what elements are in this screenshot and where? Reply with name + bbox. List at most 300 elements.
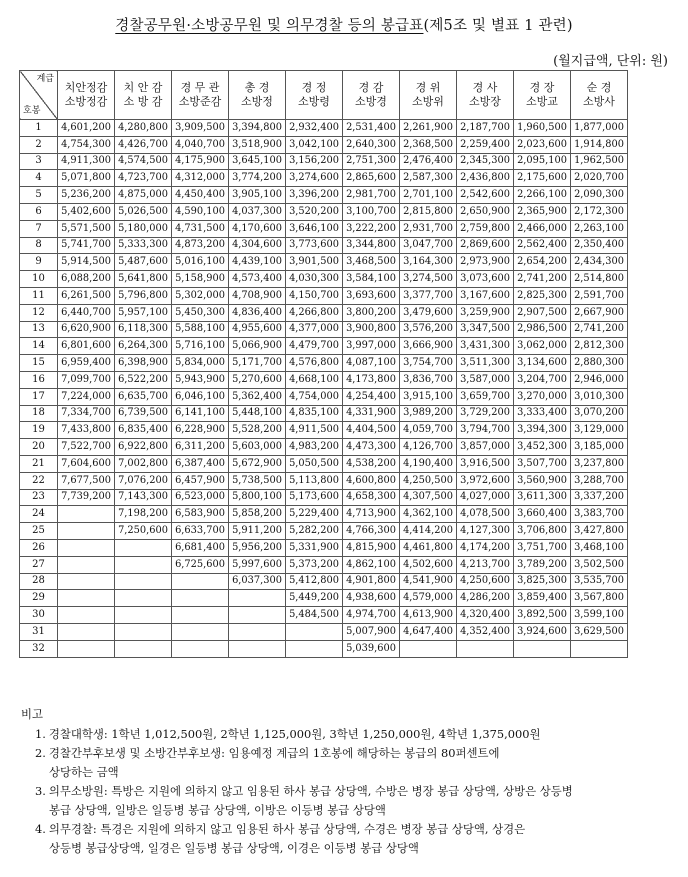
salary-cell bbox=[229, 590, 286, 607]
salary-cell: 3,337,200 bbox=[571, 489, 628, 506]
step-number-cell: 30 bbox=[20, 607, 58, 624]
salary-table-body bbox=[20, 120, 628, 658]
table-row bbox=[20, 355, 628, 372]
grade-header: 치 안 감 소 방 감 bbox=[115, 71, 172, 120]
salary-cell: 3,567,800 bbox=[571, 590, 628, 607]
salary-cell: 6,801,600 bbox=[58, 338, 115, 355]
salary-cell: 3,288,700 bbox=[571, 472, 628, 489]
salary-cell: 3,511,300 bbox=[457, 355, 514, 372]
salary-cell: 4,668,100 bbox=[286, 371, 343, 388]
salary-cell: 5,007,900 bbox=[343, 623, 400, 640]
salary-cell: 4,938,600 bbox=[343, 590, 400, 607]
notes-section bbox=[21, 705, 671, 858]
salary-cell: 2,701,100 bbox=[400, 187, 457, 204]
salary-cell: 4,087,100 bbox=[343, 355, 400, 372]
salary-cell: 6,739,500 bbox=[115, 405, 172, 422]
salary-cell: 6,398,900 bbox=[115, 355, 172, 372]
salary-cell: 6,725,600 bbox=[172, 556, 229, 573]
salary-cell: 2,090,300 bbox=[571, 187, 628, 204]
salary-cell: 1,877,000 bbox=[571, 120, 628, 137]
salary-cell: 2,931,700 bbox=[400, 220, 457, 237]
step-number-cell: 31 bbox=[20, 623, 58, 640]
table-row bbox=[20, 220, 628, 237]
salary-cell: 5,180,000 bbox=[115, 220, 172, 237]
salary-cell: 6,118,300 bbox=[115, 321, 172, 338]
salary-cell: 2,591,700 bbox=[571, 287, 628, 304]
salary-cell: 6,311,200 bbox=[172, 439, 229, 456]
salary-cell: 3,427,800 bbox=[571, 523, 628, 540]
salary-cell: 5,071,800 bbox=[58, 170, 115, 187]
table-row bbox=[20, 371, 628, 388]
salary-cell: 5,997,600 bbox=[229, 556, 286, 573]
salary-cell: 4,426,700 bbox=[115, 136, 172, 153]
salary-cell: 3,468,100 bbox=[571, 539, 628, 556]
salary-cell: 4,040,700 bbox=[172, 136, 229, 153]
salary-cell bbox=[58, 590, 115, 607]
salary-cell: 2,368,500 bbox=[400, 136, 457, 153]
salary-cell: 3,396,200 bbox=[286, 187, 343, 204]
note-item bbox=[21, 820, 671, 839]
salary-cell: 6,046,100 bbox=[172, 388, 229, 405]
salary-cell: 6,264,300 bbox=[115, 338, 172, 355]
salary-cell: 6,835,400 bbox=[115, 422, 172, 439]
salary-cell: 3,611,300 bbox=[514, 489, 571, 506]
salary-cell: 4,126,700 bbox=[400, 439, 457, 456]
salary-cell: 5,716,100 bbox=[172, 338, 229, 355]
salary-cell: 4,815,900 bbox=[343, 539, 400, 556]
salary-cell: 5,331,900 bbox=[286, 539, 343, 556]
salary-cell: 5,236,200 bbox=[58, 187, 115, 204]
salary-cell: 5,911,200 bbox=[229, 523, 286, 540]
step-number-cell: 14 bbox=[20, 338, 58, 355]
salary-cell: 3,729,200 bbox=[457, 405, 514, 422]
salary-cell: 5,956,200 bbox=[229, 539, 286, 556]
salary-cell: 2,476,400 bbox=[400, 153, 457, 170]
table-row bbox=[20, 136, 628, 153]
table-row bbox=[20, 607, 628, 624]
salary-cell: 2,650,900 bbox=[457, 203, 514, 220]
salary-cell: 2,175,600 bbox=[514, 170, 571, 187]
salary-cell bbox=[58, 607, 115, 624]
salary-cell: 7,433,800 bbox=[58, 422, 115, 439]
salary-cell: 3,989,200 bbox=[400, 405, 457, 422]
title-reference: (제5조 및 별표 1 관련) bbox=[423, 18, 573, 34]
table-row bbox=[20, 455, 628, 472]
note-text: 경찰대학생: 1학년 1,012,500원, 2학년 1,125,000원, 3학년 1,250,000원, 4학년 1,375,000원 bbox=[48, 727, 541, 741]
salary-cell bbox=[58, 556, 115, 573]
table-row bbox=[20, 405, 628, 422]
salary-cell bbox=[514, 640, 571, 657]
salary-cell: 2,187,700 bbox=[457, 120, 514, 137]
salary-cell: 2,350,400 bbox=[571, 237, 628, 254]
salary-cell: 2,434,300 bbox=[571, 254, 628, 271]
salary-cell bbox=[115, 556, 172, 573]
step-number-cell: 23 bbox=[20, 489, 58, 506]
grade-header: 총 경 소방정 bbox=[229, 71, 286, 120]
salary-cell: 6,387,400 bbox=[172, 455, 229, 472]
grade-header: 경 사 소방장 bbox=[457, 71, 514, 120]
salary-cell bbox=[172, 590, 229, 607]
salary-cell: 2,514,800 bbox=[571, 271, 628, 288]
salary-cell: 5,270,600 bbox=[229, 371, 286, 388]
note-item bbox=[21, 744, 671, 763]
salary-cell: 4,362,100 bbox=[400, 506, 457, 523]
step-number-cell: 21 bbox=[20, 455, 58, 472]
salary-cell: 3,774,200 bbox=[229, 170, 286, 187]
salary-cell: 3,383,700 bbox=[571, 506, 628, 523]
salary-cell bbox=[172, 623, 229, 640]
salary-cell bbox=[229, 623, 286, 640]
salary-cell: 4,304,600 bbox=[229, 237, 286, 254]
salary-cell: 2,869,600 bbox=[457, 237, 514, 254]
salary-cell: 5,943,900 bbox=[172, 371, 229, 388]
step-number-cell: 8 bbox=[20, 237, 58, 254]
step-number-cell: 25 bbox=[20, 523, 58, 540]
salary-cell: 4,538,200 bbox=[343, 455, 400, 472]
salary-cell: 4,754,000 bbox=[286, 388, 343, 405]
salary-cell: 3,997,000 bbox=[343, 338, 400, 355]
salary-cell: 2,865,600 bbox=[343, 170, 400, 187]
salary-cell: 2,640,300 bbox=[343, 136, 400, 153]
salary-cell: 2,542,600 bbox=[457, 187, 514, 204]
table-row bbox=[20, 321, 628, 338]
note-text: 의무소방원: 특방은 지원에 의하지 않고 임용된 하사 봉급 상당액, 수방은 병장 봉급 상당액, 상방은 상등병 bbox=[48, 784, 573, 798]
salary-cell: 3,156,200 bbox=[286, 153, 343, 170]
salary-cell: 4,352,400 bbox=[457, 623, 514, 640]
salary-cell: 2,020,700 bbox=[571, 170, 628, 187]
salary-cell: 2,812,300 bbox=[571, 338, 628, 355]
salary-cell: 2,751,300 bbox=[343, 153, 400, 170]
salary-cell: 2,932,400 bbox=[286, 120, 343, 137]
salary-cell: 3,789,200 bbox=[514, 556, 571, 573]
salary-cell: 5,741,700 bbox=[58, 237, 115, 254]
salary-cell: 7,739,200 bbox=[58, 489, 115, 506]
step-number-cell: 28 bbox=[20, 573, 58, 590]
salary-cell bbox=[115, 640, 172, 657]
salary-cell: 5,603,000 bbox=[229, 439, 286, 456]
table-row bbox=[20, 170, 628, 187]
note-text-continued: 상등병 봉급상당액, 일경은 일등병 봉급 상당액, 이경은 이등병 봉급 상당액 bbox=[49, 841, 419, 855]
salary-cell: 6,523,000 bbox=[172, 489, 229, 506]
salary-cell: 3,751,700 bbox=[514, 539, 571, 556]
salary-cell: 6,261,500 bbox=[58, 287, 115, 304]
salary-cell: 5,113,800 bbox=[286, 472, 343, 489]
salary-cell: 3,274,500 bbox=[400, 271, 457, 288]
step-number-cell: 5 bbox=[20, 187, 58, 204]
salary-cell: 7,522,700 bbox=[58, 439, 115, 456]
step-number-cell: 22 bbox=[20, 472, 58, 489]
step-number-cell: 10 bbox=[20, 271, 58, 288]
salary-cell: 4,030,300 bbox=[286, 271, 343, 288]
salary-cell: 3,431,300 bbox=[457, 338, 514, 355]
salary-cell: 3,479,600 bbox=[400, 304, 457, 321]
note-number: 2. bbox=[35, 746, 46, 760]
salary-cell: 5,039,600 bbox=[343, 640, 400, 657]
salary-cell: 4,450,400 bbox=[172, 187, 229, 204]
salary-cell bbox=[115, 539, 172, 556]
salary-cell: 7,076,200 bbox=[115, 472, 172, 489]
salary-cell: 6,635,700 bbox=[115, 388, 172, 405]
salary-cell: 3,693,600 bbox=[343, 287, 400, 304]
notes-heading: 비고 bbox=[21, 707, 44, 721]
step-number-cell: 11 bbox=[20, 287, 58, 304]
salary-cell: 4,875,000 bbox=[115, 187, 172, 204]
grade-corner-label: 계급 bbox=[36, 74, 54, 84]
salary-cell bbox=[115, 573, 172, 590]
salary-cell: 6,922,800 bbox=[115, 439, 172, 456]
salary-cell: 5,914,500 bbox=[58, 254, 115, 271]
grade-header: 경 정 소방령 bbox=[286, 71, 343, 120]
salary-cell: 5,450,300 bbox=[172, 304, 229, 321]
salary-cell: 4,731,500 bbox=[172, 220, 229, 237]
grade-header: 치안정감 소방정감 bbox=[58, 71, 115, 120]
salary-cell: 2,345,300 bbox=[457, 153, 514, 170]
salary-cell bbox=[229, 640, 286, 657]
salary-cell bbox=[286, 623, 343, 640]
salary-cell: 6,037,300 bbox=[229, 573, 286, 590]
table-row bbox=[20, 439, 628, 456]
salary-cell: 3,773,600 bbox=[286, 237, 343, 254]
salary-cell: 4,175,900 bbox=[172, 153, 229, 170]
salary-cell: 3,237,800 bbox=[571, 455, 628, 472]
step-number-cell: 3 bbox=[20, 153, 58, 170]
salary-cell: 1,962,500 bbox=[571, 153, 628, 170]
salary-cell: 4,479,700 bbox=[286, 338, 343, 355]
salary-cell: 4,541,900 bbox=[400, 573, 457, 590]
salary-cell: 4,983,200 bbox=[286, 439, 343, 456]
salary-cell: 4,576,800 bbox=[286, 355, 343, 372]
salary-cell: 3,587,000 bbox=[457, 371, 514, 388]
salary-cell: 1,914,800 bbox=[571, 136, 628, 153]
salary-cell: 3,134,600 bbox=[514, 355, 571, 372]
salary-cell: 5,402,600 bbox=[58, 203, 115, 220]
salary-cell bbox=[571, 640, 628, 657]
salary-cell bbox=[457, 640, 514, 657]
salary-cell: 5,373,200 bbox=[286, 556, 343, 573]
table-row bbox=[20, 187, 628, 204]
salary-cell: 5,016,100 bbox=[172, 254, 229, 271]
salary-cell: 6,228,900 bbox=[172, 422, 229, 439]
salary-cell: 4,911,500 bbox=[286, 422, 343, 439]
salary-cell: 2,466,000 bbox=[514, 220, 571, 237]
salary-cell: 5,173,600 bbox=[286, 489, 343, 506]
step-number-cell: 16 bbox=[20, 371, 58, 388]
salary-cell: 6,583,900 bbox=[172, 506, 229, 523]
salary-cell: 1,960,500 bbox=[514, 120, 571, 137]
salary-cell: 4,836,400 bbox=[229, 304, 286, 321]
salary-cell: 3,584,100 bbox=[343, 271, 400, 288]
salary-cell: 2,759,800 bbox=[457, 220, 514, 237]
salary-cell: 3,599,100 bbox=[571, 607, 628, 624]
table-row bbox=[20, 271, 628, 288]
note-text: 의무경찰: 특경은 지원에 의하지 않고 임용된 하사 봉급 상당액, 수경은 병장 봉급 상당액, 상경은 bbox=[48, 822, 526, 836]
salary-cell: 5,158,900 bbox=[172, 271, 229, 288]
salary-cell: 4,027,000 bbox=[457, 489, 514, 506]
salary-cell: 4,754,300 bbox=[58, 136, 115, 153]
salary-cell: 3,377,700 bbox=[400, 287, 457, 304]
salary-cell bbox=[58, 623, 115, 640]
step-number-cell: 7 bbox=[20, 220, 58, 237]
salary-cell bbox=[286, 640, 343, 657]
salary-cell bbox=[58, 539, 115, 556]
salary-cell: 2,095,100 bbox=[514, 153, 571, 170]
salary-cell: 5,229,400 bbox=[286, 506, 343, 523]
salary-cell: 6,457,900 bbox=[172, 472, 229, 489]
salary-cell: 4,647,400 bbox=[400, 623, 457, 640]
salary-cell: 3,646,100 bbox=[286, 220, 343, 237]
salary-cell: 2,973,900 bbox=[457, 254, 514, 271]
salary-cell: 4,250,600 bbox=[457, 573, 514, 590]
salary-cell: 3,859,400 bbox=[514, 590, 571, 607]
salary-cell: 2,880,300 bbox=[571, 355, 628, 372]
note-number: 1. bbox=[35, 727, 46, 741]
salary-cell bbox=[58, 523, 115, 540]
salary-cell bbox=[115, 590, 172, 607]
grade-header: 경 감 소방경 bbox=[343, 71, 400, 120]
salary-cell: 3,825,300 bbox=[514, 573, 571, 590]
salary-cell: 3,560,900 bbox=[514, 472, 571, 489]
salary-cell: 4,601,200 bbox=[58, 120, 115, 137]
salary-cell: 5,171,700 bbox=[229, 355, 286, 372]
salary-cell: 4,590,100 bbox=[172, 203, 229, 220]
salary-cell: 4,579,000 bbox=[400, 590, 457, 607]
salary-cell bbox=[172, 640, 229, 657]
salary-cell: 3,394,800 bbox=[229, 120, 286, 137]
salary-cell: 4,414,200 bbox=[400, 523, 457, 540]
salary-cell: 3,576,200 bbox=[400, 321, 457, 338]
salary-cell: 4,404,500 bbox=[343, 422, 400, 439]
step-number-cell: 24 bbox=[20, 506, 58, 523]
salary-cell: 3,892,500 bbox=[514, 607, 571, 624]
step-corner-label: 호봉 bbox=[23, 106, 41, 116]
salary-cell: 7,099,700 bbox=[58, 371, 115, 388]
salary-cell: 3,629,500 bbox=[571, 623, 628, 640]
salary-cell: 2,667,900 bbox=[571, 304, 628, 321]
salary-cell bbox=[115, 623, 172, 640]
unit-label: (월지급액, 단위: 원) bbox=[553, 54, 668, 69]
step-number-cell: 18 bbox=[20, 405, 58, 422]
salary-cell bbox=[172, 573, 229, 590]
table-row bbox=[20, 539, 628, 556]
salary-table bbox=[19, 70, 628, 658]
salary-cell: 3,924,600 bbox=[514, 623, 571, 640]
step-number-cell: 26 bbox=[20, 539, 58, 556]
salary-cell: 2,741,200 bbox=[571, 321, 628, 338]
salary-cell: 3,900,800 bbox=[343, 321, 400, 338]
step-number-cell: 9 bbox=[20, 254, 58, 271]
table-row bbox=[20, 472, 628, 489]
step-number-cell: 13 bbox=[20, 321, 58, 338]
salary-cell: 5,026,500 bbox=[115, 203, 172, 220]
salary-cell bbox=[229, 607, 286, 624]
salary-cell: 2,562,400 bbox=[514, 237, 571, 254]
salary-cell: 5,487,600 bbox=[115, 254, 172, 271]
salary-cell: 5,796,800 bbox=[115, 287, 172, 304]
salary-cell: 2,815,800 bbox=[400, 203, 457, 220]
salary-cell: 3,706,800 bbox=[514, 523, 571, 540]
salary-cell: 7,198,200 bbox=[115, 506, 172, 523]
salary-cell: 2,259,400 bbox=[457, 136, 514, 153]
salary-cell: 6,088,200 bbox=[58, 271, 115, 288]
note-text: 경찰간부후보생 및 소방간부후보생: 임용예정 계급의 1호봉에 해당하는 봉급의 80퍼센트에 bbox=[48, 746, 500, 760]
salary-cell: 4,835,100 bbox=[286, 405, 343, 422]
salary-cell: 4,280,800 bbox=[115, 120, 172, 137]
header-row bbox=[20, 71, 628, 120]
note-number: 3. bbox=[35, 784, 46, 798]
grade-header: 경 위 소방위 bbox=[400, 71, 457, 120]
salary-cell: 4,573,400 bbox=[229, 271, 286, 288]
salary-cell: 5,333,300 bbox=[115, 237, 172, 254]
salary-cell: 4,862,100 bbox=[343, 556, 400, 573]
salary-cell: 2,436,800 bbox=[457, 170, 514, 187]
salary-cell: 4,170,600 bbox=[229, 220, 286, 237]
salary-cell: 4,955,600 bbox=[229, 321, 286, 338]
salary-cell: 5,571,500 bbox=[58, 220, 115, 237]
corner-cell bbox=[20, 71, 58, 120]
salary-cell: 3,857,000 bbox=[457, 439, 514, 456]
salary-cell: 3,344,800 bbox=[343, 237, 400, 254]
table-row bbox=[20, 153, 628, 170]
step-number-cell: 27 bbox=[20, 556, 58, 573]
salary-cell: 4,873,200 bbox=[172, 237, 229, 254]
salary-cell: 4,600,800 bbox=[343, 472, 400, 489]
salary-cell: 2,023,600 bbox=[514, 136, 571, 153]
salary-cell: 7,334,700 bbox=[58, 405, 115, 422]
salary-cell: 5,834,000 bbox=[172, 355, 229, 372]
salary-cell: 4,150,700 bbox=[286, 287, 343, 304]
salary-cell: 4,723,700 bbox=[115, 170, 172, 187]
step-number-cell: 15 bbox=[20, 355, 58, 372]
salary-cell bbox=[58, 506, 115, 523]
salary-cell: 3,073,600 bbox=[457, 271, 514, 288]
salary-cell: 3,972,600 bbox=[457, 472, 514, 489]
salary-cell bbox=[400, 640, 457, 657]
salary-cell: 4,078,500 bbox=[457, 506, 514, 523]
salary-cell: 5,738,500 bbox=[229, 472, 286, 489]
salary-cell: 3,042,100 bbox=[286, 136, 343, 153]
note-item bbox=[21, 725, 671, 744]
salary-cell: 2,825,300 bbox=[514, 287, 571, 304]
salary-cell: 4,266,800 bbox=[286, 304, 343, 321]
salary-cell: 3,901,500 bbox=[286, 254, 343, 271]
salary-cell: 5,066,900 bbox=[229, 338, 286, 355]
salary-cell: 2,654,200 bbox=[514, 254, 571, 271]
step-number-cell: 2 bbox=[20, 136, 58, 153]
salary-cell: 3,909,500 bbox=[172, 120, 229, 137]
salary-cell: 3,905,100 bbox=[229, 187, 286, 204]
salary-cell: 5,484,500 bbox=[286, 607, 343, 624]
table-row bbox=[20, 254, 628, 271]
table-row bbox=[20, 388, 628, 405]
salary-cell: 3,794,700 bbox=[457, 422, 514, 439]
salary-cell: 4,461,800 bbox=[400, 539, 457, 556]
table-row bbox=[20, 338, 628, 355]
salary-cell: 2,261,900 bbox=[400, 120, 457, 137]
salary-cell: 5,957,100 bbox=[115, 304, 172, 321]
title-main: 경찰공무원·소방공무원 및 의무경찰 등의 봉급표 bbox=[115, 18, 424, 34]
note-text-continued: 봉급 상당액, 일방은 일등병 봉급 상당액, 이방은 이등병 봉급 상당액 bbox=[49, 803, 386, 817]
salary-cell: 6,141,100 bbox=[172, 405, 229, 422]
salary-cell: 3,800,200 bbox=[343, 304, 400, 321]
salary-cell bbox=[172, 607, 229, 624]
note-number: 4. bbox=[35, 822, 46, 836]
page-title bbox=[0, 14, 688, 35]
grade-header: 경 장 소방교 bbox=[514, 71, 571, 120]
salary-cell: 3,520,200 bbox=[286, 203, 343, 220]
salary-cell: 7,224,000 bbox=[58, 388, 115, 405]
salary-cell: 3,167,600 bbox=[457, 287, 514, 304]
salary-cell: 5,302,000 bbox=[172, 287, 229, 304]
